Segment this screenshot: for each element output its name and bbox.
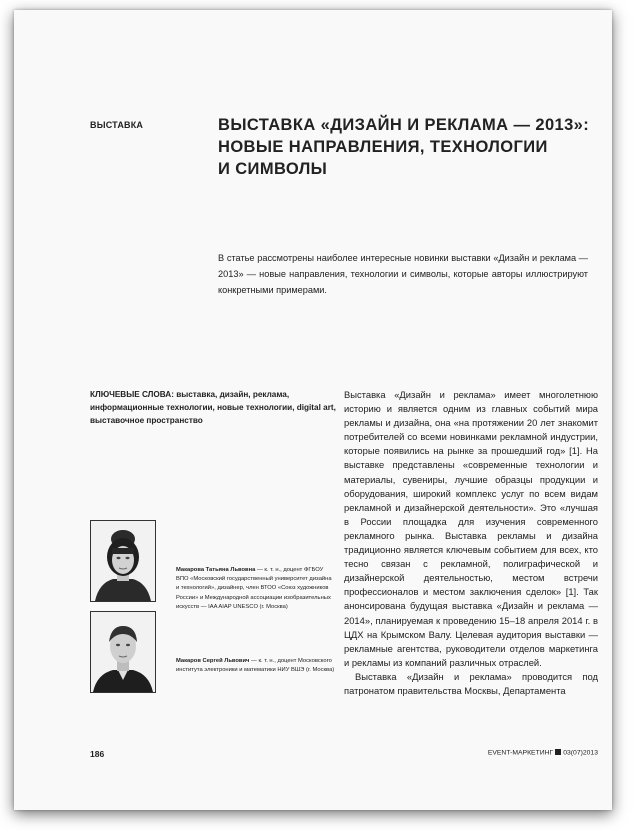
author-photo-female <box>90 520 156 602</box>
page-number: 186 <box>90 749 105 759</box>
journal-footer <box>454 749 598 757</box>
body-paragraph: Выставка «Дизайн и реклама» проводится под патронатом правительства Москвы, Департамента <box>344 670 598 696</box>
journal-page <box>14 10 612 810</box>
author-name: Макаров Сергей Львович <box>176 658 250 664</box>
author-details: — к. т. н., доцент Московского института электроники и математики НИУ ВШЭ (г. Москва) <box>176 658 335 674</box>
article-body <box>344 388 598 698</box>
journal-issue: 03(07)2013 <box>563 749 598 757</box>
title-line: И СИМВОЛЫ <box>218 160 328 178</box>
portrait-female-image <box>91 521 155 601</box>
section-label: ВЫСТАВКА <box>90 120 144 130</box>
author-details: — к. т. н., доцент ФГБОУ ВПО «Московский государственный университет дизайна и технологий», дизайнер, член ВТОО «Союз художников России» и Международной ассоциации изобразительных искусств — IAA AIAP UNESCO (г. Москва) <box>176 567 332 610</box>
abstract: В статье рассмотрены наиболее интересные новинки выставки «Дизайн и реклама — 2013» — новые направления, технологии и символы, которые авторы иллюстрируют конкретными примерами. <box>218 253 588 295</box>
author-photo-male <box>90 611 156 693</box>
author-name: Макарова Татьяна Львовна <box>176 567 256 573</box>
journal-name: EVENT-МАРКЕТИНГ <box>487 749 554 757</box>
title-line: НОВЫЕ НАПРАВЛЕНИЯ, ТЕХНОЛОГИИ <box>218 138 548 156</box>
keywords: КЛЮЧЕВЫЕ СЛОВА: выставка, дизайн, реклама, информационные технологии, новые технологии, digital art, выставочное пространство <box>90 390 336 425</box>
author-info <box>176 566 336 612</box>
title-line: ВЫСТАВКА «ДИЗАЙН И РЕКЛАМА — 2013»: <box>218 116 590 134</box>
author-info <box>176 657 336 675</box>
portrait-male-image <box>91 612 155 692</box>
square-bullet-icon <box>555 749 561 755</box>
article-title <box>218 114 598 180</box>
body-paragraph: Выставка «Дизайн и реклама» имеет многолетнюю историю и является одним из главных событий мира рекламы и дизайна, она «на протяжении 20 лет знакомит потребителей со всеми новинками рекламной индустрии, которые появились на рынке за прошедший год» [1]. На выставке представлены «современные технологии и материалы, сувениры, лучшие образцы продукции и оборудования, широкий комплекс услуг по всем видам рекламной и дизайнерской деятельности». Это «лучшая в России площадка для изучения современного рекламного рынка. Выставка рекламы и дизайна традиционно является ключевым событием для всех, кто тесно связан с рекламной, полиграфической и дизайнерской деятельностью, местом встречи профессионалов и местом заключения сделок» [1]. Так анонсирована будущая выставка «Дизайн и реклама — 2014», планируемая к проведению 15–18 апреля 2014 г. в ЦДХ на Крымском Валу. Целевая аудитория выставки — рекламные агентства, руководители отделов маркетинга и рекламы из компаний различных отраслей. <box>344 389 598 668</box>
